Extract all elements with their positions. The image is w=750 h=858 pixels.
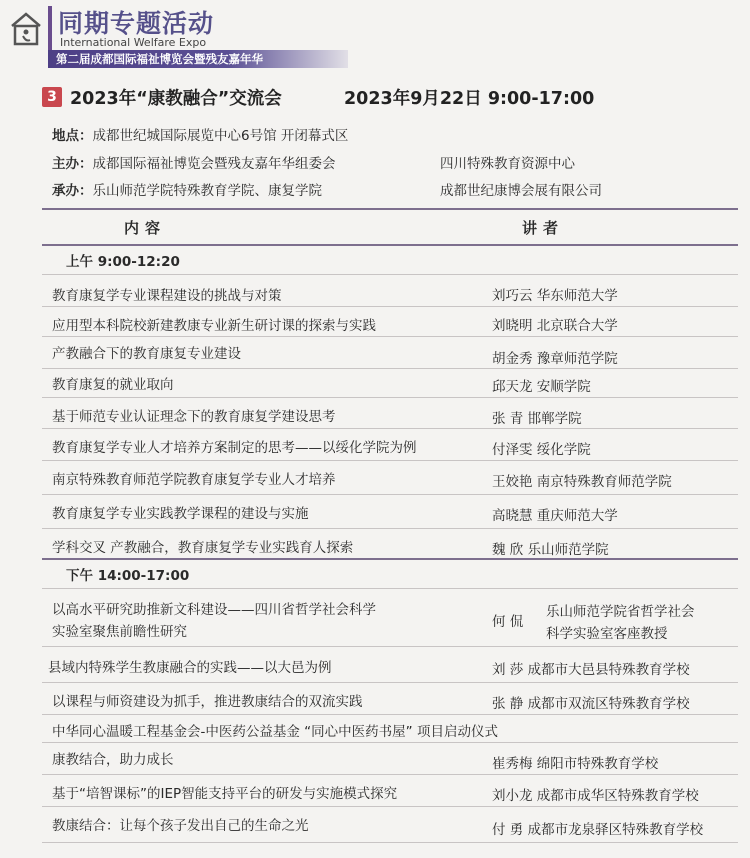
table-row-topic: 基于“培智课标”的IEP智能支持平台的研发与实施模式探究 bbox=[52, 786, 398, 802]
column-header-content: 内容 bbox=[124, 219, 167, 237]
row-divider bbox=[42, 528, 738, 529]
section-divider bbox=[42, 558, 738, 560]
table-row-topic: 县域内特殊学生教康融合的实践——以大邑为例 bbox=[48, 660, 332, 676]
host-text-1: 成都国际福祉博览会暨残友嘉年华组委会 bbox=[92, 156, 336, 172]
row-divider bbox=[42, 428, 738, 429]
welfare-expo-logo-icon bbox=[8, 10, 48, 48]
table-row-speaker: 王姣艳 南京特殊教育师范学院 bbox=[492, 474, 672, 490]
organizer-label: 承办： bbox=[52, 183, 93, 199]
table-row-topic: 基于师范专业认证理念下的教育康复学建设思考 bbox=[52, 409, 336, 425]
table-row-topic: 教康结合：让每个孩子发出自己的生命之光 bbox=[52, 818, 309, 834]
expo-banner bbox=[48, 50, 348, 68]
table-row-topic: 中华同心温暖工程基金会-中医药公益基金 “同心中医药书屋” 项目启动仪式 bbox=[52, 724, 498, 740]
table-row-speaker-org-cont: 科学实验室客座教授 bbox=[546, 626, 668, 642]
table-row-speaker: 高晓慧 重庆师范大学 bbox=[492, 508, 618, 524]
row-divider bbox=[42, 742, 738, 743]
table-row-topic: 产教融合下的教育康复专业建设 bbox=[52, 346, 241, 362]
section-afternoon: 下午 14:00-17:00 bbox=[66, 568, 190, 584]
row-divider bbox=[42, 774, 738, 775]
row-divider bbox=[42, 460, 738, 461]
organizer-text-1: 乐山师范学院特殊教育学院、康复学院 bbox=[92, 183, 322, 199]
row-divider bbox=[42, 306, 738, 307]
table-row-speaker: 张 静 成都市双流区特殊教育学校 bbox=[492, 696, 690, 712]
row-divider bbox=[42, 588, 738, 589]
table-row-topic: 教育康复的就业取向 bbox=[52, 377, 174, 393]
table-row-speaker: 刘小龙 成都市成华区特殊教育学校 bbox=[492, 788, 699, 804]
row-divider bbox=[42, 368, 738, 369]
venue-line bbox=[52, 124, 348, 144]
column-header-speaker: 讲者 bbox=[522, 219, 565, 237]
table-row-topic: 应用型本科院校新建教康专业新生研讨课的探索与实践 bbox=[52, 318, 376, 334]
table-row-speaker: 魏 欣 乐山师范学院 bbox=[492, 542, 609, 558]
event-time: 2023年9月22日 9:00-17:00 bbox=[344, 89, 595, 109]
table-row-topic: 康教结合，助力成长 bbox=[52, 752, 174, 768]
row-divider bbox=[42, 682, 738, 683]
page-title: 同期专题活动 bbox=[58, 9, 215, 38]
venue-label: 地点： bbox=[52, 128, 93, 144]
table-row-speaker: 邱天龙 安顺学院 bbox=[492, 379, 591, 395]
event-title: 2023年“康教融合”交流会 bbox=[70, 89, 282, 109]
table-row-speaker: 刘晓明 北京联合大学 bbox=[492, 318, 618, 334]
header-divider bbox=[42, 244, 738, 246]
table-row-speaker: 崔秀梅 绵阳市特殊教育学校 bbox=[492, 756, 659, 772]
table-row-speaker: 刘巧云 华东师范大学 bbox=[492, 288, 618, 304]
table-row-speaker-org: 乐山师范学院省哲学社会 bbox=[546, 604, 695, 620]
table-row-topic: 以高水平研究助推新文科建设——四川省哲学社会科学 bbox=[52, 602, 376, 618]
host-line bbox=[52, 152, 336, 172]
row-divider bbox=[42, 842, 738, 843]
organizer-text-2: 成都世纪康博会展有限公司 bbox=[440, 183, 602, 199]
event-number-badge: 3 bbox=[42, 87, 62, 107]
table-row-speaker: 付泽雯 绥化学院 bbox=[492, 442, 591, 458]
table-row-speaker: 刘 莎 成都市大邑县特殊教育学校 bbox=[492, 662, 690, 678]
venue-text: 成都世纪城国际展览中心6号馆 开闭幕式区 bbox=[92, 128, 349, 144]
table-row-topic: 学科交叉 产教融合，教育康复学专业实践育人探索 bbox=[52, 540, 354, 556]
table-row-topic: 南京特殊教育师范学院教育康复学专业人才培养 bbox=[52, 472, 336, 488]
row-divider bbox=[42, 646, 738, 647]
row-divider bbox=[42, 397, 738, 398]
banner-text: 第二届成都国际福祉博览会暨残友嘉年华 bbox=[56, 52, 263, 66]
english-subtitle: International Welfare Expo bbox=[60, 36, 207, 49]
row-divider bbox=[42, 336, 738, 337]
table-top-border bbox=[42, 208, 738, 210]
table-row-speaker: 付 勇 成都市龙泉驿区特殊教育学校 bbox=[492, 822, 704, 838]
host-label: 主办： bbox=[52, 156, 93, 172]
host-text-2: 四川特殊教育资源中心 bbox=[440, 156, 575, 172]
page-header bbox=[0, 0, 750, 72]
title-accent-bar bbox=[48, 6, 52, 50]
section-morning: 上午 9:00-12:20 bbox=[66, 254, 180, 270]
table-row-topic-cont: 实验室聚焦前瞻性研究 bbox=[52, 624, 187, 640]
row-divider bbox=[42, 274, 738, 275]
table-row-speaker: 何 侃 bbox=[492, 614, 524, 630]
table-row-topic: 教育康复学专业课程建设的挑战与对策 bbox=[52, 288, 282, 304]
table-row-topic: 教育康复学专业人才培养方案制定的思考——以绥化学院为例 bbox=[52, 440, 417, 456]
organizer-line bbox=[52, 179, 322, 199]
row-divider bbox=[42, 714, 738, 715]
table-row-speaker: 张 青 邯郸学院 bbox=[492, 411, 582, 427]
row-divider bbox=[42, 806, 738, 807]
table-row-topic: 教育康复学专业实践教学课程的建设与实施 bbox=[52, 506, 309, 522]
table-row-speaker: 胡金秀 豫章师范学院 bbox=[492, 351, 618, 367]
table-row-topic: 以课程与师资建设为抓手，推进教康结合的双流实践 bbox=[52, 694, 363, 710]
row-divider bbox=[42, 494, 738, 495]
